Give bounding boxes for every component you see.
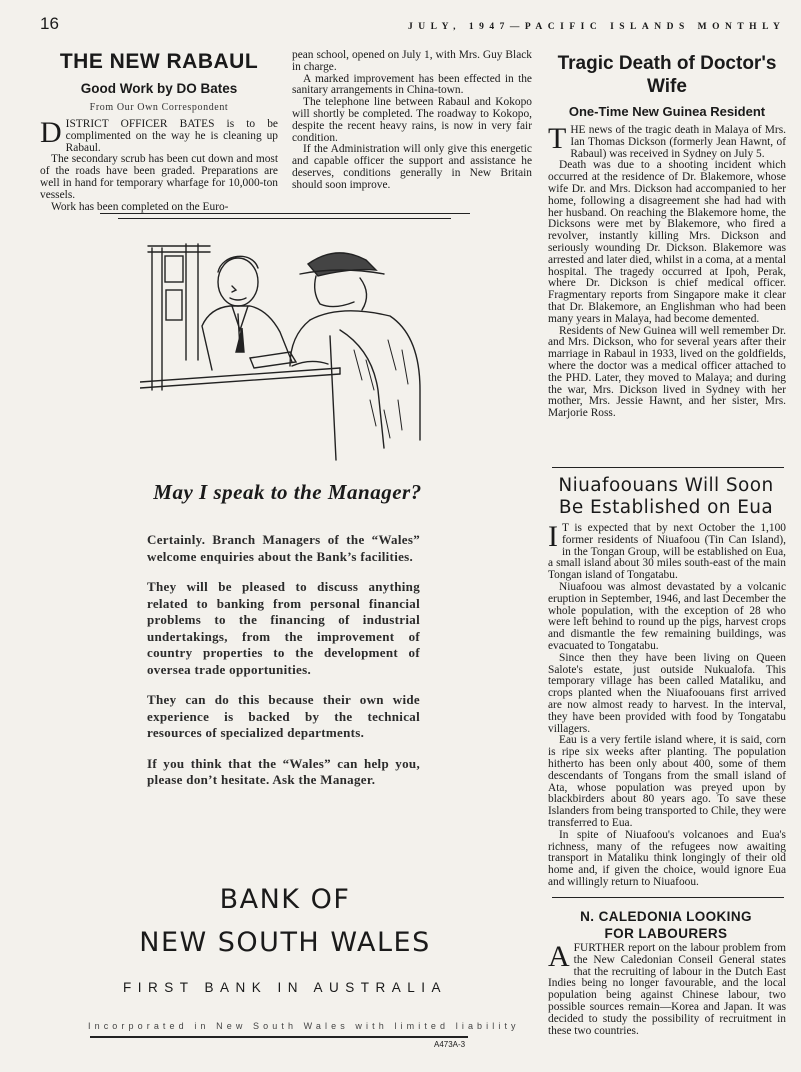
rabaul-byline: From Our Own Correspondent [89, 102, 229, 113]
page-number: 16 [40, 14, 59, 33]
advert-paragraph-4: If you think that the “Wales” can help you, please don’t hesitate. Ask the Manager. [147, 755, 420, 787]
tragic-paragraph-2: Death was due to a shooting incident which occurred at the residence of Dr. Blakemore, whose wife Dr. and Mrs. Dickson had accompanied to her home, following a disagreement she had had with her husband. On reaching the Blakemore home, the Dicksons were met by Blakemore, who fired a revolver, instantly killing Mrs. Dickson and seriously wounding Dr. Dickson. Blakemore was arrested and later died, whilst in a coma, at a mental hospital. The tragedy occurred at Ipoh, Perak, where Dr. Dickson is chief medical officer. Fragmentary reports from Singapore make it clear that Dr. Blakemore, an Englishman who had been many years in Malaya, had become demented. [548, 159, 786, 325]
niua-paragraph-5: In spite of Niuafoou's volcanoes and Eua's richness, many of the refugees now awaiting transport in Mataliku think longingly of their old home and, if given the choice, would ignore Eua and willingly return to Niuafoou. [548, 828, 786, 888]
advert-paragraph-2: They will be pleased to discuss anything related to banking from personal financial problems to the financing of industrial undertakings, from the improvement of country properties to the development of oversea trade opportunities. [147, 579, 420, 677]
caledonia-title-line2: FOR LABOURERS [604, 926, 728, 941]
niua-p1-text: T is expected that by next October the 1,100 former residents of Niuafoou (Tin Can Island), in the Tongan Group, will be established on Eua, a small island about 30 miles south-east of the main Tongan island of Tongatabu. [548, 522, 786, 582]
tragic-paragraph-3: Residents of New Guinea will well remember Dr. and Mrs. Dickson, who for several years after their marriage in Rabaul in 1933, lived on the goldfields, where the doctor was a medical officer attached to the PHD. Later, they moved to Malaya; and during the war, Mrs. Dickson lived in Sydney with her mother, Mrs. Jessie Hawnt, and her sister, Mrs. Marjorie Ross. [548, 324, 786, 420]
rabaul-title: THE NEW RABAUL [59, 50, 259, 73]
caledonia-title-line1: N. CALEDONIA LOOKING [580, 909, 752, 924]
tragic-paragraph-1 [548, 122, 786, 160]
rabaul-dropcap: D [40, 116, 62, 149]
advert-bottom-rule [90, 1036, 468, 1038]
niua-article [548, 520, 786, 889]
rabaul-subtitle: Good Work by DO Bates [80, 81, 238, 96]
rabaul-article-col2 [292, 50, 532, 192]
niua-paragraph-2: Niuafoou was almost devastated by a volcanic eruption in September, 1946, and last December the whole population, with the exception of 28 who were left behind to round up the pigs, harvest crops and dismantle the few remaining buildings, was evacuated to Tongatabu. [548, 580, 786, 652]
bank-manager-illustration [140, 240, 455, 462]
rabaul-article-col1 [40, 50, 278, 213]
rabaul-paragraph-7: If the Administration will only give this energetic and capable officer the support and assistance he deserves, conditions generally in New Britain should soon improve. [292, 143, 532, 191]
advert-body [147, 532, 420, 803]
caledonia-article [548, 940, 786, 1037]
advert-paragraph-1: Certainly. Branch Managers of the “Wales” welcome enquiries about the Bank’s facilities. [147, 532, 420, 564]
divider-rule [100, 213, 470, 214]
tragic-subtitle: One-Time New Guinea Resident [568, 104, 766, 119]
bank-incorporation-note: Incorporated in New South Wales with limited liability [88, 1021, 520, 1031]
bank-name-line2: NEW SOUTH WALES [139, 927, 431, 958]
rabaul-p1-text: ISTRICT OFFICER BATES is to be complimented on the way he is cleaning up Rabaul. [65, 118, 278, 154]
divider-rule [552, 897, 784, 898]
niua-paragraph-4: Eau is a very fertile island where, it is said, corn is ripe six weeks after planting. The population hitherto has been only about 400, some of them descendants of Tongans from the small island of Ata, whose population was preyed upon by blackbirders about 80 years ago. To save these Islanders from being transported to Chile, they were transferred to Eua. [548, 734, 786, 829]
tragic-p1-text: HE news of the tragic death in Malaya of Mrs. Ian Thomas Dickson (formerly Jean Hawnt, of Rabaul) was received in Sydney on July 5. [570, 124, 786, 160]
bank-tagline: FIRST BANK IN AUSTRALIA [122, 980, 448, 995]
advert-headline: May I speak to the Manager? [153, 480, 422, 504]
tragic-dropcap: T [548, 122, 567, 155]
advert-code: A473A-3 [434, 1040, 466, 1049]
rabaul-paragraph-2: The secondary scrub has been cut down and most of the roads have been graded. Preparations are well in hand for temporary wharfage for 10,000-ton vessels. [40, 153, 278, 201]
rabaul-paragraph-4: pean school, opened on July 1, with Mrs. Guy Black in charge. [292, 49, 532, 73]
rabaul-paragraph-3: Work has been completed on the Euro- [51, 200, 229, 213]
rabaul-paragraph-6: The telephone line between Rabaul and Kokopo will shortly be completed. The roadway to Kokopo, despite the recent heavy rains, is now in very fair condition. [292, 96, 532, 144]
advert-paragraph-3: They can do this because their own wide experience is backed by the technical resources of specialized departments. [147, 692, 420, 740]
caledonia-title [544, 908, 788, 942]
caledonia-dropcap: A [548, 940, 570, 973]
niua-dropcap: I [548, 520, 558, 553]
rabaul-paragraph-5: A marked improvement has been effected in the sanitary arrangements in China-town. [292, 72, 532, 97]
tragic-title: Tragic Death of Doctor's Wife [557, 53, 777, 97]
niua-title: Niuafoouans Will Soon Be Established on Eua [558, 475, 774, 518]
divider-rule [552, 467, 784, 468]
niua-paragraph-1 [548, 520, 786, 582]
caledonia-p1-text: FURTHER report on the labour problem from the New Caledonian Conseil General states that the recruiting of labour in the Dutch East Indies being no longer favourable, and the local population being against Chinese labour, two possible sources remain—Korea and Japan. It was decided to study the possibility of recruitment in these two countries. [548, 942, 786, 1037]
tragic-article [548, 52, 786, 420]
rabaul-paragraph-1 [40, 116, 278, 154]
bank-name-line1: BANK OF [219, 884, 351, 915]
divider-rule [118, 218, 451, 219]
caledonia-paragraph-1 [548, 940, 786, 1037]
niua-paragraph-3: Since then they have been living on Queen Salote's estate, just outside Nukualofa. This temporary village has been called Mataliku, and crops planted when the Niuafoouans first arrived are now almost ready to harvest. In the interval, they have been provided with food by Tongatabu villagers. [548, 651, 786, 735]
running-head: JULY, 1947—PACIFIC ISLANDS MONTHLY [408, 22, 786, 32]
